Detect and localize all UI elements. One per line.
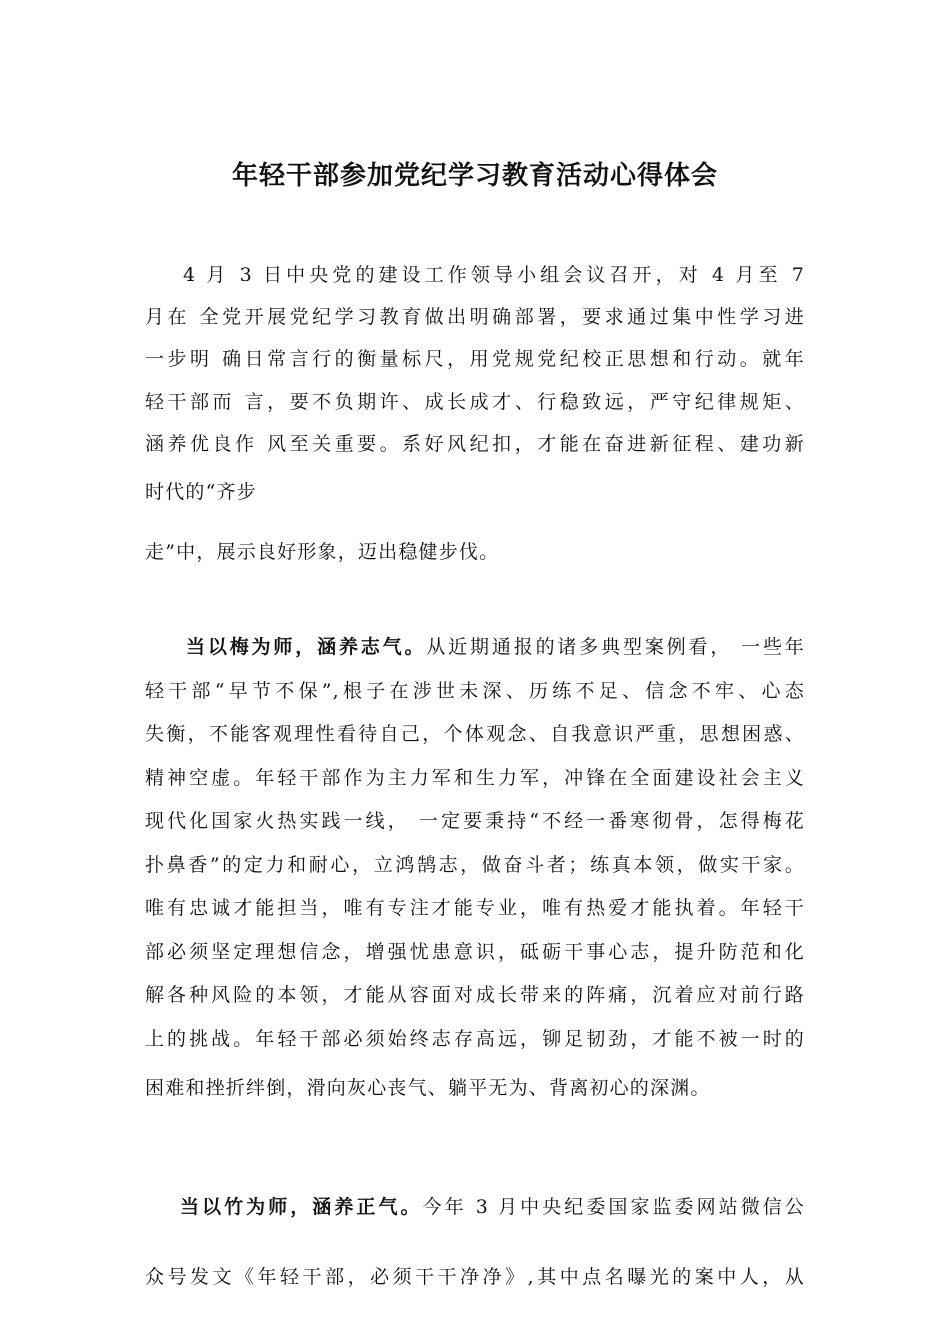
paragraph-1-line: 走”中，展示良好形象，迈出稳健步伐。: [145, 541, 500, 563]
paragraph-2-first-line: [186, 632, 805, 662]
paragraph-1-line: 时代的“齐步: [145, 481, 257, 503]
paragraph-2-first-rest: 从近期通报的诸多典型案例看， 一些年: [426, 636, 805, 658]
paragraph-1-line: 轻干部而 言，要不负期许、成长成才、行稳致远，严守纪律规矩、: [145, 391, 805, 413]
paragraph-2-line: 上的挑战。年轻干部必须始终志存高远，铆足韧劲，才能不被一时的: [145, 1028, 805, 1050]
paragraph-2-line: 现代化国家火热实践一线， 一定要秉持“不经一番寒彻骨，怎得梅花: [145, 810, 805, 832]
paragraph-2-line: 唯有忠诚才能担当，唯有专注才能专业，唯有热爱才能执着。年轻干: [145, 897, 805, 919]
paragraph-3-first-rest: 今年 3 月中央纪委国家监委网站微信公: [422, 1196, 805, 1218]
paragraph-1-line: 一步明 确日常言行的衡量标尺，用党规党纪校正思想和行动。就年: [145, 348, 805, 370]
paragraph-1-line: 月在 全党开展党纪学习教育做出明确部署，要求通过集中性学习进: [145, 306, 805, 328]
paragraph-3-lead: 当以竹为师，涵养正气。: [180, 1196, 423, 1218]
paragraph-2-line: 部必须坚定理想信念，增强忧患意识，砥砺干事心志，提升防范和化: [145, 941, 805, 963]
paragraph-2-line: 困难和挫折绊倒，滑向灰心丧气、躺平无为、背离初心的深渊。: [145, 1077, 711, 1099]
paragraph-2-lead: 当以梅为师，涵养志气。: [186, 636, 427, 658]
paragraph-3-first-line: [180, 1192, 805, 1222]
paragraph-1-line: 4 月 3 日中央党的建设工作领导小组会议召开，对 4 月至 7: [183, 264, 805, 286]
paragraph-1-line: 涵养优良作 风至关重要。系好风纪扣，才能在奋进新征程、建功新: [145, 433, 805, 455]
paragraph-2-line: 失衡，不能客观理性看待自己，个体观念、自我意识严重，思想困惑、: [145, 723, 805, 745]
paragraph-2-line: 解各种风险的本领，才能从容面对成长带来的阵痛，沉着应对前行路: [145, 984, 805, 1006]
paragraph-2-line: 轻干部“早节不保”,根子在涉世未深、历练不足、信念不牢、心态: [145, 680, 805, 702]
paragraph-2-line: 扑鼻香”的定力和耐心，立鸿鹄志，做奋斗者；练真本领，做实干家。: [145, 854, 805, 876]
paragraph-2-line: 精神空虚。年轻干部作为主力军和生力军，冲锋在全面建设社会主义: [145, 767, 805, 789]
document-title: 年轻干部参加党纪学习教育活动心得体会: [231, 161, 718, 191]
paragraph-3-line: 众号发文《年轻干部，必须干干净净》,其中点名曝光的案中人，从: [145, 1266, 805, 1288]
